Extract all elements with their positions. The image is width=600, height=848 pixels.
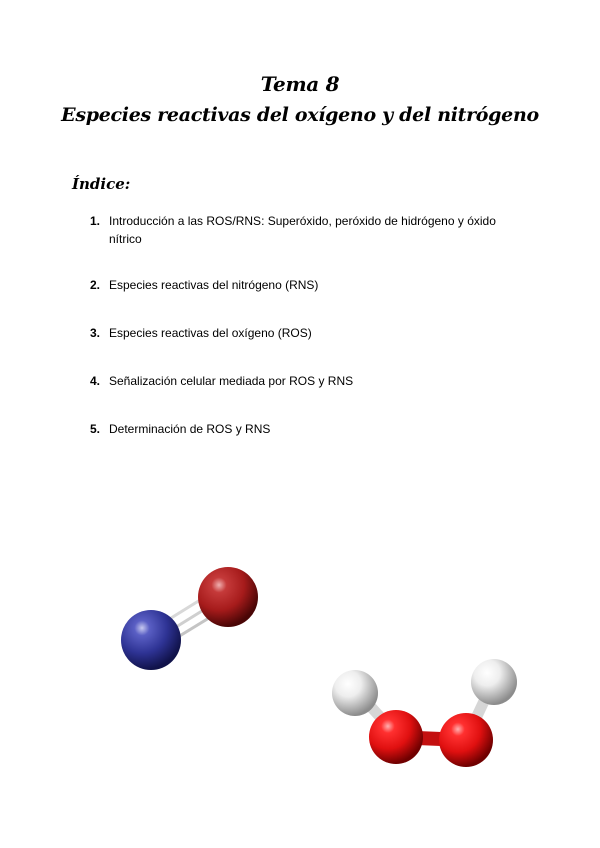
nitrogen-atom-icon (121, 610, 181, 670)
list-item-number: 3. (90, 326, 101, 340)
hydrogen-atom-icon (332, 670, 378, 716)
index-heading: Índice: (72, 175, 131, 193)
hydrogen-atom-icon (471, 659, 517, 705)
list-item-text: Especies reactivas del nitrógeno (RNS) (109, 278, 319, 292)
list-item-text: Introducción a las ROS/RNS: Superóxido, peróxido de hidrógeno y óxido nítrico (109, 214, 496, 246)
page-title: Tema 8 (260, 72, 340, 96)
nitric-oxide-molecule (121, 567, 258, 670)
list-item-number: 5. (90, 422, 101, 436)
list-item-number: 2. (90, 278, 101, 292)
list-item-text: Determinación de ROS y RNS (109, 422, 271, 436)
list-item-number: 1. (90, 214, 101, 228)
page-subtitle: Especies reactivas del oxígeno y del nitrógeno (61, 104, 539, 126)
oxygen-atom-icon (198, 567, 258, 627)
list-item-text: Señalización celular mediada por ROS y RNS (109, 374, 354, 388)
oxygen-atom-icon (439, 713, 493, 767)
list-item-number: 4. (90, 374, 101, 388)
hydrogen-peroxide-molecule (332, 659, 517, 767)
oxygen-atom-icon (369, 710, 423, 764)
list-item-text: Especies reactivas del oxígeno (ROS) (109, 326, 312, 340)
